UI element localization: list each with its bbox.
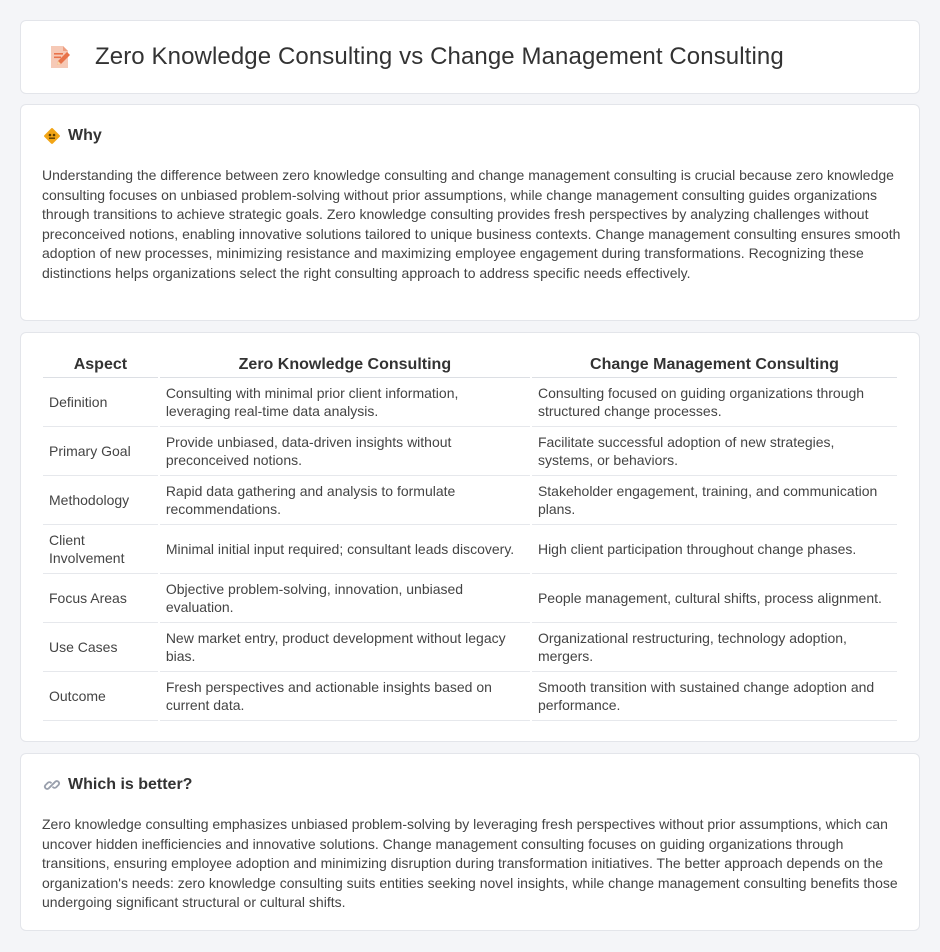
table-row bbox=[43, 623, 897, 672]
table-row bbox=[43, 378, 897, 427]
change-management-cell: People management, cultural shifts, process alignment. bbox=[532, 574, 897, 623]
better-section bbox=[20, 753, 920, 931]
change-management-cell: Stakeholder engagement, training, and communication plans. bbox=[532, 476, 897, 525]
better-heading bbox=[43, 776, 192, 794]
better-paragraph: Zero knowledge consulting emphasizes unbiased problem-solving by leveraging fresh perspectives without prior assumptions, which can uncover hidden inefficiencies and innovative solutions. Change management consulting focuses on guiding organizations through transitions, ensuring employee adoption and minimizing disruption during transformation initiatives. The better approach depends on the organization's needs: zero knowledge consulting suits entities seeking novel insights, while change management consulting benefits those undergoing significant structural or cultural shifts. bbox=[42, 816, 898, 910]
zero-knowledge-cell: Fresh perspectives and actionable insights based on current data. bbox=[160, 672, 530, 721]
comparison-table bbox=[41, 350, 899, 721]
why-section bbox=[20, 104, 920, 321]
zero-knowledge-cell: Minimal initial input required; consultant leads discovery. bbox=[160, 525, 530, 574]
title-card bbox=[20, 20, 920, 94]
why-heading bbox=[43, 127, 102, 145]
aspect-cell: Primary Goal bbox=[43, 427, 158, 476]
change-management-cell: High client participation throughout change phases. bbox=[532, 525, 897, 574]
zero-knowledge-cell: Rapid data gathering and analysis to formulate recommendations. bbox=[160, 476, 530, 525]
zero-knowledge-cell: Provide unbiased, data-driven insights without preconceived notions. bbox=[160, 427, 530, 476]
aspect-cell: Outcome bbox=[43, 672, 158, 721]
why-title: Why bbox=[68, 127, 102, 144]
aspect-cell: Definition bbox=[43, 378, 158, 427]
change-management-cell: Smooth transition with sustained change adoption and performance. bbox=[532, 672, 897, 721]
table-header-row bbox=[43, 350, 897, 378]
comparison-card bbox=[20, 332, 920, 742]
change-management-cell: Consulting focused on guiding organizations through structured change processes. bbox=[532, 378, 897, 427]
table-row bbox=[43, 672, 897, 721]
zero-knowledge-cell: New market entry, product development without legacy bias. bbox=[160, 623, 530, 672]
diamond-sign-icon bbox=[43, 127, 61, 145]
change-management-cell: Organizational restructuring, technology adoption, mergers. bbox=[532, 623, 897, 672]
header-change-management: Change Management Consulting bbox=[532, 350, 897, 378]
link-icon bbox=[43, 776, 61, 794]
header-aspect: Aspect bbox=[43, 350, 158, 378]
zero-knowledge-cell: Objective problem-solving, innovation, unbiased evaluation. bbox=[160, 574, 530, 623]
better-title: Which is better? bbox=[68, 776, 193, 793]
title-row bbox=[47, 43, 784, 71]
table-row bbox=[43, 574, 897, 623]
aspect-cell: Use Cases bbox=[43, 623, 158, 672]
zero-knowledge-cell: Consulting with minimal prior client information, leveraging real-time data analysis. bbox=[160, 378, 530, 427]
change-management-cell: Facilitate successful adoption of new strategies, systems, or behaviors. bbox=[532, 427, 897, 476]
table-row bbox=[43, 427, 897, 476]
table-row bbox=[43, 476, 897, 525]
page-title: Zero Knowledge Consulting vs Change Management Consulting bbox=[95, 43, 784, 70]
why-paragraph: Understanding the difference between zero knowledge consulting and change management consulting is crucial because zero knowledge consulting focuses on unbiased problem-solving without prior assumptions, while change management consulting guides organizations through transitions to achieve strategic goals. Zero knowledge consulting provides fresh perspectives by analyzing challenges without preconceived notions, enabling innovative solutions tailored to unique business contexts. Change management consulting ensures smooth adoption of new processes, minimizing resistance and maximizing employee engagement during transformations. Recognizing these distinctions helps organizations select the right consulting approach to address specific needs effectively. bbox=[42, 167, 901, 281]
aspect-cell: Client Involvement bbox=[43, 525, 158, 574]
aspect-cell: Methodology bbox=[43, 476, 158, 525]
header-zero-knowledge: Zero Knowledge Consulting bbox=[160, 350, 530, 378]
document-pencil-icon bbox=[47, 44, 73, 70]
aspect-cell: Focus Areas bbox=[43, 574, 158, 623]
table-row bbox=[43, 525, 897, 574]
